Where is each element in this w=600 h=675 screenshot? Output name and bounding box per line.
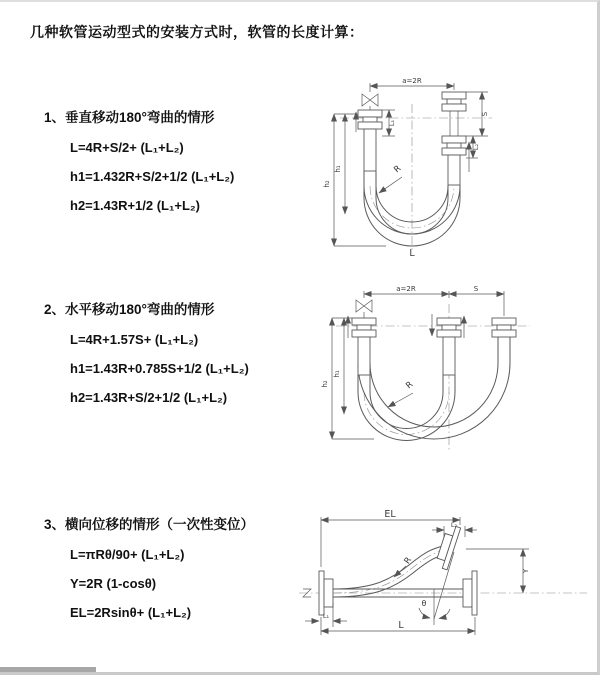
diagram-horizontal-180-bend: [312, 284, 600, 469]
formula-h1: h1=1.43R+0.785S+1/2 (L₁+L₂): [70, 361, 249, 376]
right-flange-upper: [442, 92, 466, 136]
valve-icon: [356, 300, 372, 318]
dim-l2-label: L₂: [472, 143, 480, 151]
middle-flange: [437, 318, 461, 375]
braided-hose-section: [443, 337, 455, 375]
dimension-l: [321, 617, 475, 635]
dimension-h-inner: [333, 318, 344, 414]
left-flange: [358, 110, 382, 171]
formula-length: L=πRθ/90+ (L₁+L₂): [70, 547, 185, 562]
valve-icon: [362, 94, 378, 110]
braided-hose-section: [364, 129, 376, 171]
left-flange: [352, 318, 376, 375]
dim-h2-label: h₂: [323, 180, 331, 188]
dim-l1-label: L₁: [322, 612, 330, 620]
dim-top-label: a=2R: [402, 77, 422, 85]
braided-hose-section: [448, 155, 460, 185]
left-flange: [319, 571, 333, 615]
section-2-text: [44, 298, 249, 412]
formula-length: L=4R+1.57S+ (L₁+L₂): [70, 332, 199, 347]
dim-y-label: Y: [522, 568, 530, 574]
formula-h2: h2=1.43R+1/2 (L₁+L₂): [70, 198, 201, 213]
section-2-heading: 2、水平移动180°弯曲的情形: [44, 302, 215, 317]
centerline: [299, 589, 587, 597]
dim-el-label: EL: [384, 509, 396, 520]
hose-u-bend-position-2: [358, 337, 510, 439]
dim-s-label: S: [481, 111, 489, 117]
radius-callout: [379, 164, 403, 193]
dim-h1-label: h₁: [334, 165, 342, 173]
dim-l-label: L: [398, 620, 404, 631]
dim-h2-label: h₂: [321, 380, 329, 388]
dimension-l2: [466, 136, 480, 158]
dimension-s: [466, 92, 489, 136]
dim-l2-label: L₂: [450, 521, 458, 529]
dimension-a-2r: [364, 285, 504, 316]
section-3-text: [44, 513, 254, 627]
braided-hose-section: [358, 337, 370, 375]
radius-label: R: [404, 379, 416, 392]
section-1-heading: 1、垂直移动180°弯曲的情形: [44, 110, 215, 125]
dim-s-label: S: [473, 285, 479, 293]
formula-length: L=4R+S/2+ (L₁+L₂): [70, 140, 184, 155]
dimension-h-outer: [323, 114, 386, 246]
formula-y: Y=2R (1-cosθ): [70, 576, 157, 591]
formula-h1: h1=1.432R+S/2+1/2 (L₁+L₂): [70, 169, 235, 184]
scan-artifact: [0, 667, 96, 672]
right-flange-shifted: [492, 318, 516, 337]
dimension-s: [449, 285, 504, 294]
dim-theta-label: θ: [421, 599, 427, 608]
section-1-text: [44, 106, 234, 220]
dim-a2r-label: a=2R: [396, 285, 416, 293]
radius-callout: [388, 380, 415, 407]
right-bottom-flange: [463, 571, 477, 615]
formula-el: EL=2Rsinθ+ (L₁+L₂): [70, 605, 192, 620]
length-label: L: [409, 248, 415, 259]
section-3-heading: 3、横向位移的情形（一次性变位）: [44, 517, 255, 532]
right-flange-lower: [442, 136, 466, 185]
dim-l1-label: L₁: [388, 119, 396, 127]
formula-h2: h2=1.43R+S/2+1/2 (L₁+L₂): [70, 390, 228, 405]
dimension-h-inner: [334, 114, 345, 214]
dimension-a-2r: [370, 77, 454, 92]
diagram-vertical-180-bend: [312, 74, 600, 259]
radius-label: R: [392, 163, 404, 176]
dim-h1-label: h₁: [333, 370, 341, 378]
dimension-l1: [382, 110, 396, 136]
radius-callout: [394, 555, 414, 577]
page-title: 几种软管运动型式的安装方式时，软管的长度计算：: [30, 24, 364, 40]
radius-label: R: [402, 555, 415, 567]
diagram-lateral-displacement: [293, 505, 593, 645]
